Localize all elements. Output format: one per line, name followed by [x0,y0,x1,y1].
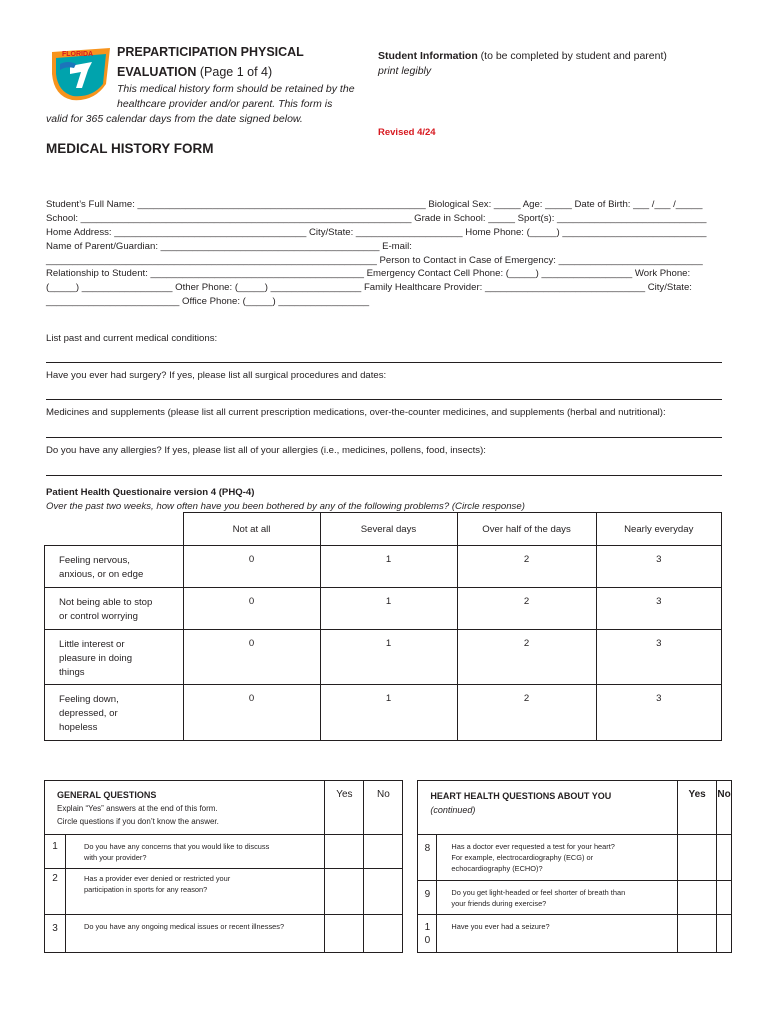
heart-q-text [437,881,678,915]
phq-col-header: Not at all [183,513,320,546]
revised-date: Revised 4/24 [378,127,436,138]
heart-q-line: Do you get light-headed or feel shorter of breath than [451,888,626,897]
questions-row [45,915,732,953]
medical-history-title: MEDICAL HISTORY FORM [46,141,214,156]
heart-no-checkbox[interactable] [717,835,732,881]
phq-score-cell[interactable]: 1 [320,546,457,588]
surgery-label: Have you ever had surgery? If yes, please list all surgical procedures and dates: [46,370,387,381]
heart-no-header: No [717,781,732,835]
general-q-line: Has a provider ever denied or restricted your [84,874,231,883]
phq-row [45,630,722,685]
phq-label-line: things [59,667,85,678]
phq-row [45,546,722,588]
phq-col-header: Over half of the days [457,513,596,546]
phq-score-cell[interactable]: 3 [596,588,722,630]
student-info-rest: (to be completed by student and parent) [477,50,667,62]
phq-label-line: Not being able to stop [59,597,153,608]
heart-no-checkbox[interactable] [717,915,732,953]
heart-q-line: For example, electrocardiography (ECG) or [451,853,594,862]
phq-title: Patient Health Questionaire version 4 (PHQ-4) [46,487,255,498]
phq-score-cell[interactable]: 2 [457,588,596,630]
questions-header-row [45,781,732,835]
general-q-line: with your provider? [84,853,147,862]
phq-score-cell[interactable]: 3 [596,630,722,685]
general-q-text [66,835,325,869]
phq-score-cell[interactable]: 3 [596,546,722,588]
phq-row-label [45,588,184,630]
heart-no-checkbox[interactable] [717,881,732,915]
student-field-line[interactable]: Home Address: ____________________________________ City/State: ____________________ Home Phone: (_____) ___________________________ [46,227,707,238]
phq-header-row [45,513,722,546]
phq-score-cell[interactable]: 0 [183,685,320,741]
phq-subtitle: Over the past two weeks, how often have you been bothered by any of the following problems? (Circle response) [46,501,525,512]
student-info-bold: Student Information [378,50,478,62]
heart-yes-header: Yes [678,781,717,835]
student-field-line[interactable]: Name of Parent/Guardian: _________________________________________ E-mail: [46,241,412,252]
general-q-text [66,869,325,915]
heart-q-number: 8 [418,835,437,881]
general-title: GENERAL QUESTIONS [57,790,157,800]
heart-q-text [437,835,678,881]
retention-note-3: valid for 365 calendar days from the date signed below. [46,113,303,125]
general-yes-checkbox[interactable] [325,915,364,953]
phq-table [44,512,722,741]
retention-note-1: This medical history form should be retained by the [117,83,355,95]
phq-score-cell[interactable]: 2 [457,685,596,741]
student-info-heading [378,50,667,62]
general-q-number: 2 [45,869,66,915]
heart-q-line: Has a doctor ever requested a test for your heart? [451,842,615,851]
student-field-line[interactable]: ______________________________________________________________ Person to Contact in Case of Emergency: ___________________________ [46,255,703,266]
allergies-answer-line[interactable] [46,475,722,476]
heart-yes-checkbox[interactable] [678,915,717,953]
general-q-text [66,915,325,953]
table-gap [403,781,418,835]
heart-q-number-part: 1 [424,922,431,933]
phq-score-cell[interactable]: 2 [457,546,596,588]
phq-label-line: anxious, or on edge [59,569,144,580]
heart-q-number [418,915,437,953]
heart-title: HEART HEALTH QUESTIONS ABOUT YOU [430,791,612,801]
phq-label-line: Feeling down, [59,694,119,705]
table-gap [403,869,418,915]
general-q-line: Do you have any concerns that you would like to discuss [84,842,270,851]
heart-q-number-part: 0 [424,935,431,946]
phq-label-line: pleasure in doing [59,653,133,664]
student-field-line[interactable]: Student’s Full Name: ______________________________________________________ Biological Sex: _____ Age: _____ Date of Birth: ___ /___ /_____ [46,199,703,210]
heart-q-line: your friends during exercise? [451,899,547,908]
phq-corner [45,513,184,546]
allergies-label: Do you have any allergies? If yes, please list all of your allergies (i.e., medicines, pollens, food, insects): [46,445,486,456]
general-q-number: 1 [45,835,66,869]
surgery-answer-line[interactable] [46,399,722,400]
heart-header-cell [418,781,678,835]
phq-score-cell[interactable]: 0 [183,546,320,588]
phq-label-line: Feeling nervous, [59,555,130,566]
heart-yes-checkbox[interactable] [678,881,717,915]
student-field-line[interactable]: _________________________ Office Phone: (_____) _________________ [46,296,370,307]
student-field-line[interactable]: School: ______________________________________________________________ Grade in School: _____ Sport(s): ____________________________ [46,213,707,224]
medical-conditions-answer-line[interactable] [46,362,722,363]
phq-row-label [45,685,184,741]
general-yes-checkbox[interactable] [325,835,364,869]
retention-note-2: healthcare provider and/or parent. This form is [117,98,333,110]
phq-label-line: depressed, or [59,708,118,719]
heart-q-line: Have you ever had a seizure? [451,922,550,931]
heart-q-line: echocardiography (ECHO)? [451,864,543,873]
questions-table [44,780,732,953]
heart-q-number: 9 [418,881,437,915]
general-q-number: 3 [45,915,66,953]
general-yes-checkbox[interactable] [325,869,364,915]
general-header-cell [45,781,325,835]
general-no-header: No [364,781,403,835]
form-heading: PREPARTICIPATION PHYSICAL [117,45,304,59]
general-q-line: Do you have any ongoing medical issues or recent illnesses? [84,922,285,931]
phq-score-cell[interactable]: 3 [596,685,722,741]
table-gap [403,915,418,953]
phq-score-cell[interactable]: 1 [320,685,457,741]
florida-logo-icon [48,44,114,104]
heart-q-text [437,915,678,953]
heart-yes-checkbox[interactable] [678,835,717,881]
phq-score-cell[interactable]: 1 [320,588,457,630]
phq-label-line: hopeless [59,722,98,733]
student-field-line[interactable]: (_____) _________________ Other Phone: (_____) _________________ Family Healthcare Provider: ______________________________ City/State: [46,282,692,293]
phq-score-cell[interactable]: 0 [183,588,320,630]
phq-row-label [45,630,184,685]
general-q-line: participation in sports for any reason? [84,885,208,894]
print-legibly: print legibly [378,65,432,77]
student-field-line[interactable]: Relationship to Student: ________________________________________ Emergency Contact Cell Phone: (_____) _________________ Work Phone: [46,268,691,279]
general-note-1: Explain “Yes” answers at the end of this form. [57,804,218,813]
medicines-answer-line[interactable] [46,437,722,438]
medical-conditions-label: List past and current medical conditions: [46,333,218,344]
general-no-checkbox[interactable] [364,915,403,953]
table-gap [403,835,418,869]
general-no-checkbox[interactable] [364,835,403,869]
phq-label-line: Little interest or [59,639,125,650]
general-no-checkbox[interactable] [364,869,403,915]
general-yes-header: Yes [325,781,364,835]
phq-col-header: Several days [320,513,457,546]
evaluation-word: EVALUATION [117,65,197,79]
medicines-label: Medicines and supplements (please list all current prescription medications, over-the-counter medicines, and supplements (herbal and nutritional): [46,407,666,418]
phq-label-line: or control worrying [59,611,138,622]
phq-row [45,685,722,741]
logo-text: FLORIDA [62,51,94,58]
phq-col-header: Nearly everyday [596,513,722,546]
phq-score-cell[interactable]: 2 [457,630,596,685]
general-note-2: Circle questions if you don’t know the answer. [57,817,219,826]
heart-continued: (continued) [430,805,476,815]
questions-row [45,835,732,869]
phq-score-cell[interactable]: 0 [183,630,320,685]
phq-row-label [45,546,184,588]
page-label: (Page 1 of 4) [199,65,273,79]
phq-score-cell[interactable]: 1 [320,630,457,685]
phq-row [45,588,722,630]
page-indicator [117,64,272,80]
